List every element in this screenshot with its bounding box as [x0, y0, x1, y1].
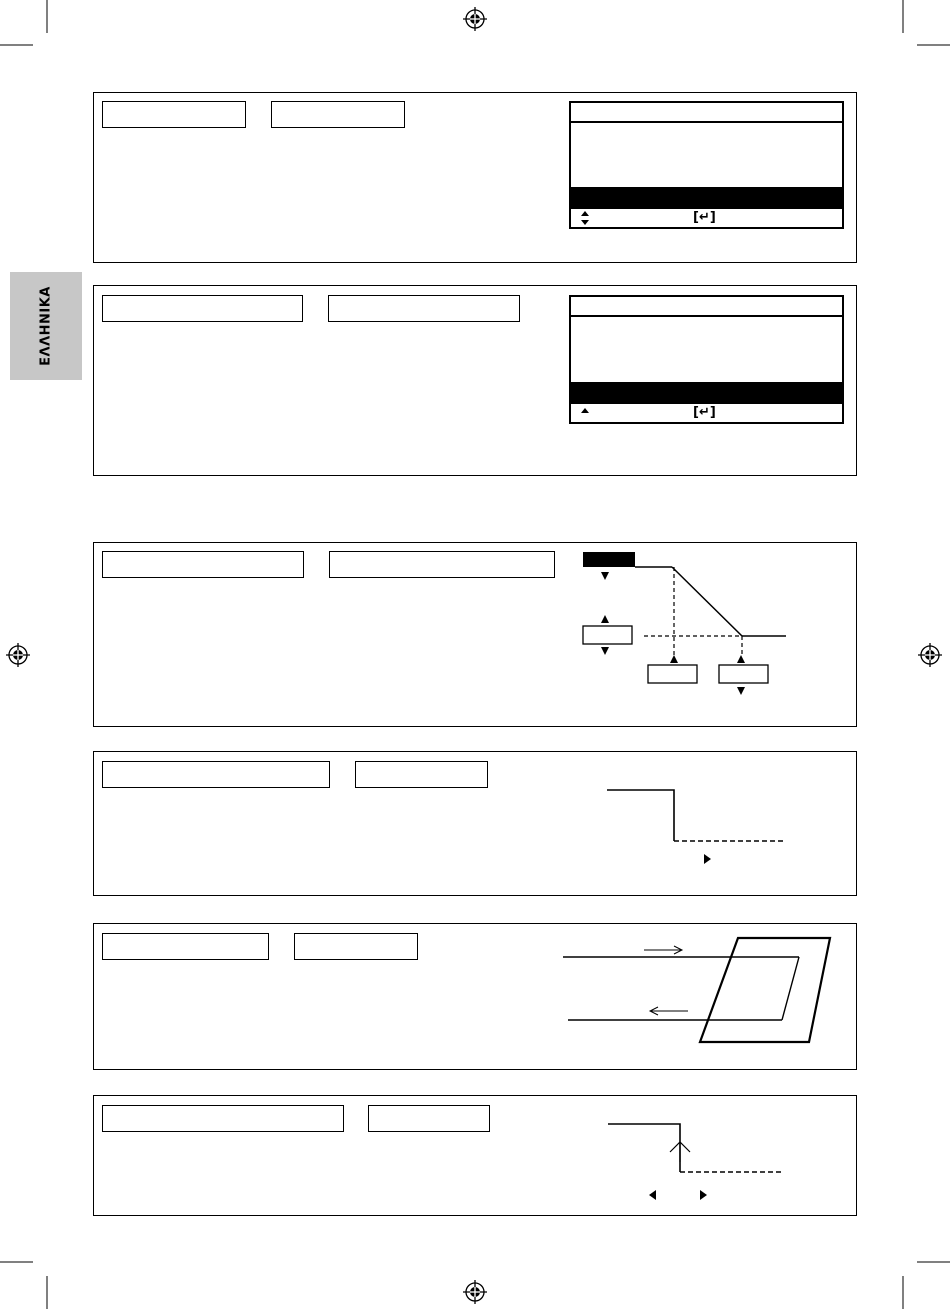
step-arrow-diagram: [594, 1096, 854, 1217]
value-box: [648, 665, 697, 683]
panel-1: [93, 92, 857, 263]
up-arrow-icon: [580, 406, 590, 416]
triangle-arrow-icon: [737, 655, 745, 663]
value-box: [719, 665, 768, 683]
lcd-selected-row: [571, 382, 842, 403]
label-field-5a: [102, 933, 269, 960]
label-field-1a: [102, 101, 246, 128]
language-label: ΕΛΛΗΝΙΚΑ: [38, 286, 54, 366]
label-field-4a: [102, 761, 330, 788]
lcd-footer: [571, 207, 842, 227]
triangle-arrow-icon: [737, 687, 745, 695]
ramp-line: [672, 567, 742, 636]
panel-6: [93, 1095, 857, 1216]
lcd-footer: [571, 402, 842, 422]
triangle-arrow-icon: [601, 647, 609, 655]
triangle-arrow-icon: [700, 1190, 707, 1200]
enter-key-icon: [↵]: [693, 210, 716, 225]
frame-shape: [700, 938, 830, 1042]
registration-mark-icon: [918, 643, 942, 667]
loop-diagram: [554, 924, 854, 1071]
triangle-arrow-icon: [649, 1190, 656, 1200]
panel-3: [93, 542, 857, 727]
up-down-arrows-icon: [579, 210, 591, 226]
triangle-arrow-icon: [704, 854, 711, 864]
panel-4: [93, 751, 857, 896]
triangle-arrow-icon: [601, 615, 609, 623]
label-field-1b: [271, 101, 405, 128]
registration-mark-icon: [463, 1280, 487, 1304]
lcd-title-bar: [571, 103, 842, 123]
triangle-arrow-icon: [601, 572, 609, 580]
lcd-title-bar: [571, 297, 842, 317]
label-field-3a: [102, 551, 304, 578]
value-box: [583, 626, 632, 644]
label-field-5b: [294, 933, 418, 960]
label-field-2b: [328, 295, 520, 322]
triangle-arrow-icon: [670, 655, 678, 663]
panel-2: [93, 285, 857, 476]
language-side-tab: [10, 272, 82, 380]
value-box-filled: [583, 552, 635, 567]
enter-key-icon: [↵]: [693, 405, 716, 420]
step-diagram: [594, 752, 854, 897]
label-field-6a: [102, 1105, 344, 1132]
lcd-display-2: [569, 295, 844, 424]
label-field-2a: [102, 295, 303, 322]
registration-mark-icon: [463, 7, 487, 31]
lcd-display-1: [569, 101, 844, 229]
registration-mark-icon: [6, 643, 30, 667]
label-field-3b: [329, 551, 555, 578]
ramp-diagram: [574, 543, 854, 728]
label-field-6b: [368, 1105, 490, 1132]
panel-5: [93, 923, 857, 1070]
label-field-4b: [355, 761, 488, 788]
lcd-selected-row: [571, 187, 842, 207]
